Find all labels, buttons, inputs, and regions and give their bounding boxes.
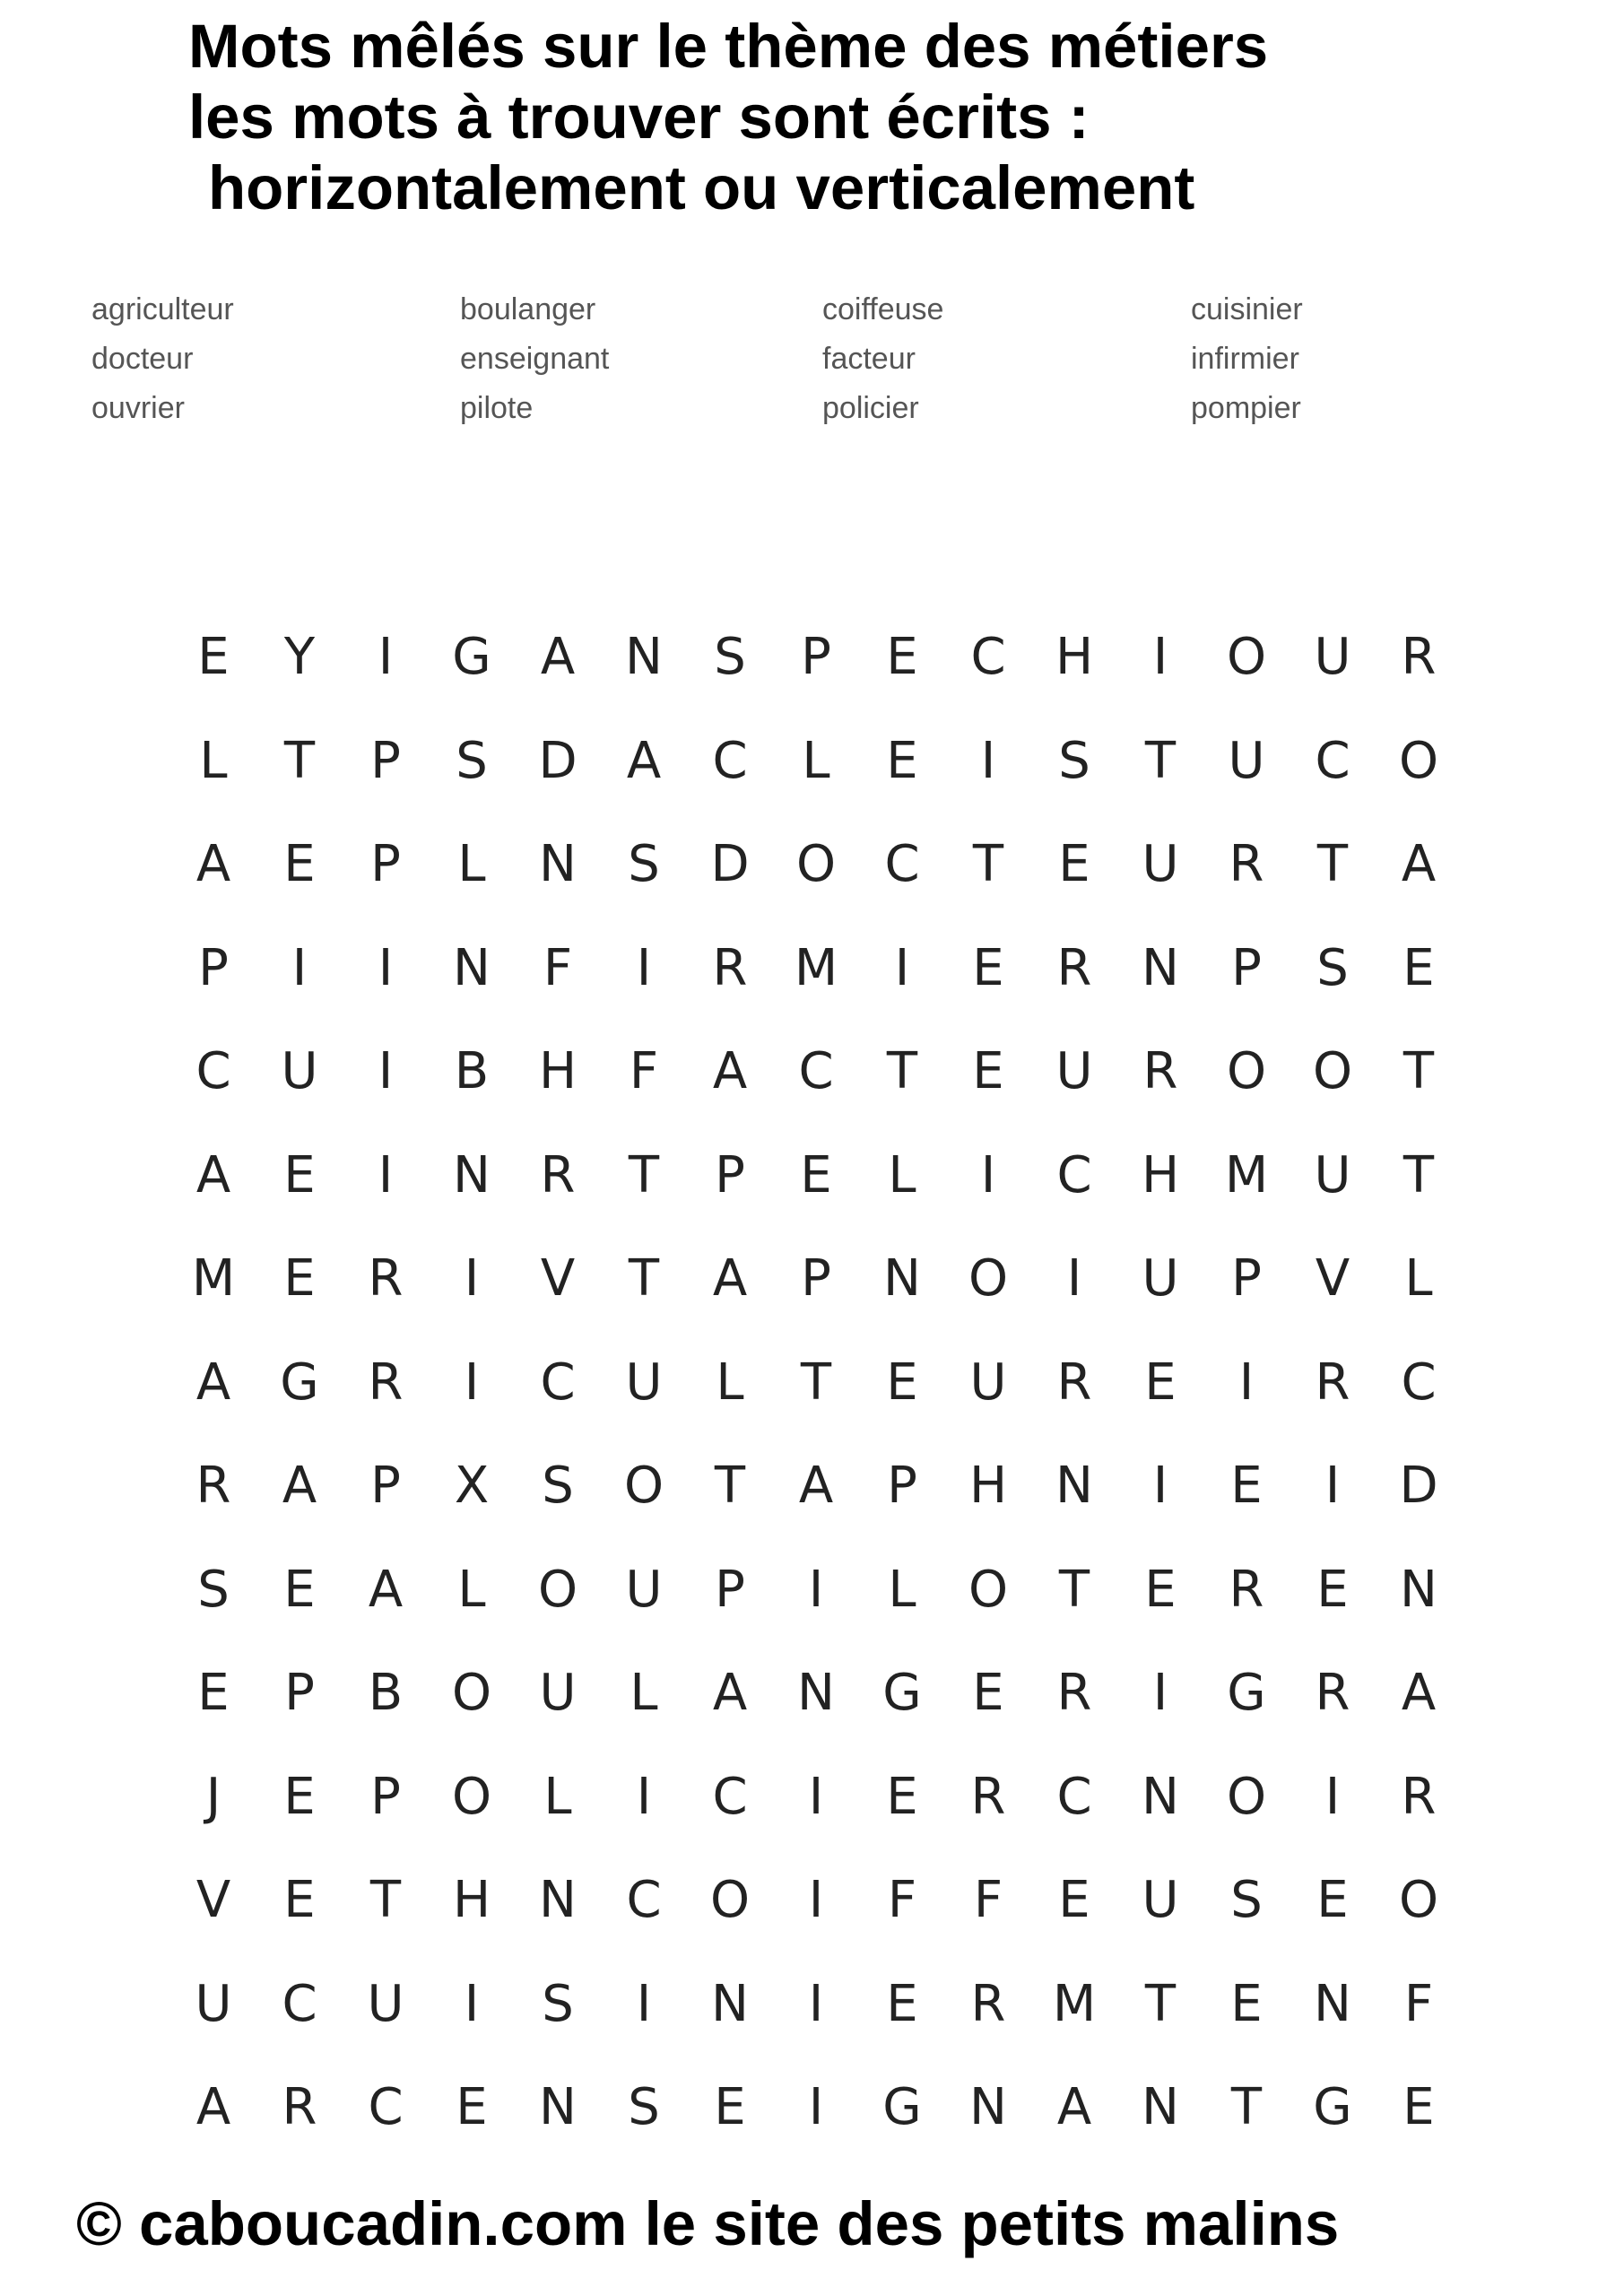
grid-letter[interactable]: E (972, 938, 1004, 997)
grid-letter[interactable]: I (1152, 628, 1168, 686)
grid-letter[interactable]: C (626, 1871, 662, 1929)
grid-letter[interactable]: R (1229, 1560, 1264, 1619)
grid-letter[interactable]: N (1314, 1974, 1351, 2033)
grid-letter[interactable]: I (378, 938, 394, 997)
grid-letter[interactable]: E (886, 731, 918, 790)
grid-letter[interactable]: U (1228, 731, 1265, 790)
grid-letter[interactable]: F (1403, 1974, 1434, 2033)
grid-letter[interactable]: U (1142, 835, 1179, 893)
grid-letter[interactable]: L (888, 1145, 916, 1205)
grid-letter[interactable]: E (1144, 1352, 1177, 1412)
grid-letter[interactable]: C (368, 2078, 404, 2136)
word-item: pompier (1191, 391, 1301, 425)
grid-letter[interactable]: S (1316, 938, 1349, 997)
grid-letter[interactable]: U (1055, 1042, 1093, 1100)
word-item: coiffeuse (822, 292, 944, 326)
grid-letter[interactable]: R (282, 2078, 317, 2136)
grid-letter[interactable]: H (538, 1042, 578, 1100)
grid-letter[interactable]: I (1324, 1457, 1341, 1515)
grid-letter[interactable]: E (283, 1560, 316, 1619)
grid-letter[interactable]: P (887, 1457, 917, 1515)
grid-letter[interactable]: R (1229, 835, 1264, 893)
grid-letter[interactable]: U (195, 1974, 232, 2033)
grid-letter[interactable]: T (714, 1457, 746, 1515)
grid-letter[interactable]: O (1398, 731, 1439, 790)
grid-letter[interactable]: R (1142, 1042, 1178, 1100)
grid-letter[interactable]: G (280, 1352, 319, 1412)
grid-letter[interactable]: P (1231, 938, 1262, 997)
grid-letter[interactable]: N (453, 938, 491, 997)
grid-letter[interactable]: C (1056, 1145, 1092, 1205)
grid-letter[interactable]: L (457, 1560, 486, 1619)
grid-letter[interactable]: J (205, 1767, 221, 1826)
grid-letter[interactable]: I (636, 938, 652, 997)
grid-letter[interactable]: I (808, 1767, 824, 1826)
word-item: ouvrier (91, 391, 185, 425)
grid-letter[interactable]: I (1152, 1664, 1168, 1722)
grid-letter[interactable]: U (1314, 1145, 1351, 1205)
grid-letter[interactable]: T (283, 731, 316, 790)
grid-letter[interactable]: D (710, 835, 750, 893)
grid-letter[interactable]: E (283, 1249, 316, 1308)
grid-letter[interactable]: E (1230, 1974, 1263, 2033)
grid-letter[interactable]: E (1316, 1871, 1349, 1929)
grid-letter[interactable]: P (1231, 1249, 1262, 1308)
word-item: facteur (822, 342, 916, 376)
grid-letter[interactable]: M (1052, 1974, 1097, 2033)
grid-row (170, 1538, 1471, 1642)
grid-letter[interactable]: P (370, 731, 401, 790)
grid-letter[interactable]: I (378, 1145, 394, 1205)
grid-letter[interactable]: S (628, 2078, 660, 2136)
grid-letter[interactable]: I (1066, 1249, 1082, 1308)
grid-letter[interactable]: E (197, 628, 230, 686)
grid-letter[interactable]: U (1142, 1871, 1179, 1929)
grid-letter[interactable]: R (1056, 938, 1092, 997)
grid-letter[interactable]: I (464, 1974, 480, 2033)
grid-letter[interactable]: R (1315, 1352, 1350, 1412)
grid-letter[interactable]: R (368, 1249, 404, 1308)
grid-letter[interactable]: E (197, 1664, 230, 1722)
grid-letter[interactable]: V (1315, 1249, 1350, 1308)
grid-letter[interactable]: E (714, 2078, 746, 2136)
grid-letter[interactable]: B (368, 1664, 404, 1722)
grid-letter[interactable]: L (1404, 1249, 1433, 1308)
grid-letter[interactable]: C (540, 1352, 576, 1412)
grid-letter[interactable]: U (625, 1560, 663, 1619)
grid-letter[interactable]: H (1055, 628, 1094, 686)
grid-letter[interactable]: I (1238, 1352, 1255, 1412)
grid-letter[interactable]: C (1315, 731, 1350, 790)
grid-letter[interactable]: A (712, 1664, 748, 1722)
grid-letter[interactable]: E (456, 2078, 488, 2136)
word-item: enseignant (460, 342, 610, 376)
grid-letter[interactable]: E (886, 628, 918, 686)
grid-letter[interactable]: S (628, 835, 660, 893)
grid-letter[interactable]: I (378, 1042, 394, 1100)
grid-letter[interactable]: S (456, 731, 488, 790)
grid-letter[interactable]: N (1142, 938, 1179, 997)
grid-letter[interactable]: E (283, 1871, 316, 1929)
grid-letter[interactable]: A (282, 1457, 317, 1515)
grid-letter[interactable]: C (712, 731, 748, 790)
word-item: infirmier (1191, 342, 1299, 376)
grid-letter[interactable]: I (1152, 1457, 1168, 1515)
grid-letter[interactable]: R (970, 1767, 1006, 1826)
grid-letter[interactable]: A (712, 1249, 748, 1308)
grid-letter[interactable]: U (539, 1664, 577, 1722)
grid-letter[interactable]: E (886, 1974, 918, 2033)
grid-letter[interactable]: I (980, 731, 996, 790)
grid-letter[interactable]: A (1056, 2078, 1092, 2136)
grid-row (170, 1952, 1471, 2057)
grid-letter[interactable]: I (291, 938, 308, 997)
grid-letter[interactable]: A (368, 1560, 404, 1619)
grid-letter[interactable]: U (1142, 1249, 1179, 1308)
grid-letter[interactable]: A (712, 1042, 748, 1100)
grid-letter[interactable]: N (1142, 1767, 1179, 1826)
grid-row (170, 2056, 1471, 2160)
title-line-2: les mots à trouver sont écrits : (188, 83, 1090, 152)
grid-letter[interactable]: I (1324, 1767, 1341, 1826)
grid-letter[interactable]: I (636, 1767, 652, 1826)
grid-letter[interactable]: T (800, 1352, 832, 1412)
grid-letter[interactable]: F (973, 1871, 1003, 1929)
grid-letter[interactable]: I (894, 938, 910, 997)
grid-letter[interactable]: E (972, 1664, 1004, 1722)
grid-letter[interactable]: O (709, 1871, 751, 1929)
grid-letter[interactable]: F (543, 938, 573, 997)
grid-letter[interactable]: I (464, 1352, 480, 1412)
grid-letter[interactable]: P (715, 1145, 745, 1205)
grid-letter[interactable]: R (1401, 1767, 1437, 1826)
grid-letter[interactable]: O (1312, 1042, 1353, 1100)
grid-letter[interactable]: I (808, 2078, 824, 2136)
grid-letter[interactable]: P (198, 938, 229, 997)
grid-row (170, 1745, 1471, 1849)
grid-letter[interactable]: O (451, 1664, 492, 1722)
grid-letter[interactable]: S (1058, 731, 1090, 790)
word-item: boulanger (460, 292, 596, 326)
grid-letter[interactable]: S (197, 1560, 230, 1619)
grid-letter[interactable]: N (539, 835, 577, 893)
grid-letter[interactable]: T (886, 1042, 918, 1100)
title-line-1: Mots mêlés sur le thème des métiers (188, 12, 1269, 81)
grid-letter[interactable]: E (886, 1352, 918, 1412)
grid-letter[interactable]: U (1314, 628, 1351, 686)
grid-letter[interactable]: G (452, 628, 491, 686)
grid-letter[interactable]: T (1058, 1560, 1090, 1619)
grid-letter[interactable]: A (1401, 835, 1437, 893)
grid-letter[interactable]: O (537, 1560, 578, 1619)
grid-letter[interactable]: T (369, 1871, 402, 1929)
grid-letter[interactable]: I (636, 1974, 652, 2033)
grid-letter[interactable]: O (968, 1249, 1009, 1308)
grid-row (170, 605, 1471, 709)
grid-letter[interactable]: C (1056, 1767, 1092, 1826)
grid-letter[interactable]: N (969, 2078, 1007, 2136)
grid-row (170, 1124, 1471, 1228)
grid-letter[interactable]: S (542, 1457, 574, 1515)
grid-row (170, 1020, 1471, 1124)
grid-letter[interactable]: N (539, 1871, 577, 1929)
grid-letter[interactable]: Y (283, 628, 316, 686)
grid-letter[interactable]: T (628, 1249, 660, 1308)
grid-letter[interactable]: E (1058, 1871, 1090, 1929)
grid-letter[interactable]: E (1316, 1560, 1349, 1619)
grid-letter[interactable]: L (199, 731, 228, 790)
grid-letter[interactable]: N (1055, 1457, 1093, 1515)
grid-letter[interactable]: N (711, 1974, 749, 2033)
grid-letter[interactable]: N (1400, 1560, 1437, 1619)
grid-letter[interactable]: N (453, 1145, 491, 1205)
word-list (0, 291, 1624, 444)
grid-letter[interactable]: E (972, 1042, 1004, 1100)
grid-letter[interactable]: U (367, 1974, 404, 2033)
grid-letter[interactable]: V (195, 1871, 231, 1929)
grid-letter[interactable]: E (283, 835, 316, 893)
grid-letter[interactable]: L (457, 835, 486, 893)
grid-row (170, 1227, 1471, 1331)
grid-letter[interactable]: C (195, 1042, 231, 1100)
grid-letter[interactable]: A (195, 835, 231, 893)
word-item: pilote (460, 391, 534, 425)
grid-letter[interactable]: L (888, 1560, 916, 1619)
grid-letter[interactable]: T (1403, 1042, 1435, 1100)
grid-letter[interactable]: L (630, 1664, 658, 1722)
grid-row (170, 1331, 1471, 1435)
grid-letter[interactable]: G (882, 2078, 922, 2136)
grid-letter[interactable]: O (968, 1560, 1009, 1619)
grid-letter[interactable]: T (1403, 1145, 1435, 1205)
grid-letter[interactable]: L (802, 731, 830, 790)
grid-letter[interactable]: E (283, 1145, 316, 1205)
word-item: policier (822, 391, 919, 425)
grid-letter[interactable]: M (794, 938, 838, 997)
grid-letter[interactable]: R (195, 1457, 231, 1515)
grid-letter[interactable]: P (801, 1249, 831, 1308)
grid-letter[interactable]: O (451, 1767, 492, 1826)
grid-letter[interactable]: T (1230, 2078, 1263, 2136)
grid-letter[interactable]: N (625, 628, 663, 686)
grid-letter[interactable]: H (452, 1871, 491, 1929)
copyright-footer: © caboucadin.com le site des petits malins (76, 2189, 1340, 2258)
grid-letter[interactable]: I (808, 1871, 824, 1929)
grid-letter[interactable]: T (1316, 835, 1349, 893)
grid-letter[interactable]: C (712, 1767, 748, 1826)
grid-letter[interactable]: O (623, 1457, 664, 1515)
grid-letter[interactable]: L (716, 1352, 744, 1412)
grid-letter[interactable]: E (1403, 938, 1435, 997)
grid-letter[interactable]: C (798, 1042, 834, 1100)
grid-letter[interactable]: O (795, 835, 837, 893)
grid-letter[interactable]: R (712, 938, 748, 997)
grid-letter[interactable]: T (972, 835, 1004, 893)
grid-letter[interactable]: C (884, 835, 920, 893)
grid-letter[interactable]: A (195, 1145, 231, 1205)
word-item: docteur (91, 342, 194, 376)
grid-letter[interactable]: N (539, 2078, 577, 2136)
grid-letter[interactable]: S (714, 628, 746, 686)
title-line-3: horizontalement ou verticalement (208, 153, 1195, 222)
grid-letter[interactable]: R (1401, 628, 1437, 686)
grid-letter[interactable]: T (628, 1145, 660, 1205)
grid-letter[interactable]: A (798, 1457, 834, 1515)
grid-letter[interactable]: D (538, 731, 578, 790)
grid-letter[interactable]: P (370, 835, 401, 893)
grid-letter[interactable]: L (543, 1767, 572, 1826)
grid-letter[interactable]: E (800, 1145, 832, 1205)
grid-letter[interactable]: R (1315, 1664, 1350, 1722)
grid-row (170, 1434, 1471, 1538)
grid-letter[interactable]: C (970, 628, 1006, 686)
grid-letter[interactable]: U (281, 1042, 318, 1100)
grid-letter[interactable]: P (715, 1560, 745, 1619)
grid-letter[interactable]: N (797, 1664, 835, 1722)
word-item: cuisinier (1191, 292, 1303, 326)
letter-grid (170, 605, 1471, 2175)
grid-letter[interactable]: U (625, 1352, 663, 1412)
grid-letter[interactable]: C (282, 1974, 317, 2033)
grid-row (170, 1848, 1471, 1952)
grid-letter[interactable]: T (1144, 731, 1177, 790)
puzzle-title (188, 11, 1268, 223)
grid-letter[interactable]: R (970, 1974, 1006, 2033)
grid-letter[interactable]: R (540, 1145, 576, 1205)
word-item: agriculteur (91, 292, 234, 326)
grid-row (170, 813, 1471, 917)
grid-letter[interactable]: A (195, 2078, 231, 2136)
grid-row (170, 1641, 1471, 1745)
grid-letter[interactable]: P (801, 628, 831, 686)
grid-letter[interactable]: N (1142, 2078, 1179, 2136)
grid-letter[interactable]: F (629, 1042, 659, 1100)
grid-letter[interactable]: R (368, 1352, 404, 1412)
grid-letter[interactable]: F (887, 1871, 917, 1929)
grid-letter[interactable]: H (1141, 1145, 1180, 1205)
grid-letter[interactable]: E (1058, 835, 1090, 893)
grid-letter[interactable]: I (378, 628, 394, 686)
grid-letter[interactable]: V (540, 1249, 576, 1308)
grid-letter[interactable]: G (1313, 2078, 1352, 2136)
grid-letter[interactable]: N (883, 1249, 921, 1308)
grid-letter[interactable]: E (886, 1767, 918, 1826)
grid-letter[interactable]: G (1227, 1664, 1266, 1722)
grid-letter[interactable]: A (626, 731, 662, 790)
grid-letter[interactable]: U (969, 1352, 1007, 1412)
grid-letter[interactable]: E (1403, 2078, 1435, 2136)
grid-letter[interactable]: X (454, 1457, 490, 1515)
grid-letter[interactable]: D (1399, 1457, 1438, 1515)
grid-letter[interactable]: R (1056, 1664, 1092, 1722)
grid-letter[interactable]: I (808, 1974, 824, 2033)
grid-letter[interactable]: A (1401, 1664, 1437, 1722)
grid-letter[interactable]: O (1226, 1767, 1267, 1826)
grid-letter[interactable]: C (1401, 1352, 1437, 1412)
grid-letter[interactable]: P (370, 1457, 401, 1515)
grid-letter[interactable]: R (1056, 1352, 1092, 1412)
grid-letter[interactable]: O (1226, 628, 1267, 686)
grid-letter[interactable]: S (1230, 1871, 1263, 1929)
grid-letter[interactable]: A (540, 628, 576, 686)
grid-letter[interactable]: G (882, 1664, 922, 1722)
grid-letter[interactable]: A (195, 1352, 231, 1412)
grid-letter[interactable]: T (1144, 1974, 1177, 2033)
grid-row (170, 917, 1471, 1021)
grid-letter[interactable]: B (454, 1042, 490, 1100)
grid-letter[interactable]: E (283, 1767, 316, 1826)
grid-letter[interactable]: E (1230, 1457, 1263, 1515)
grid-letter[interactable]: H (968, 1457, 1008, 1515)
grid-row (170, 709, 1471, 813)
grid-letter[interactable]: O (1398, 1871, 1439, 1929)
grid-letter[interactable]: S (542, 1974, 574, 2033)
grid-letter[interactable]: I (808, 1560, 824, 1619)
grid-letter[interactable]: I (464, 1249, 480, 1308)
grid-letter[interactable]: O (1226, 1042, 1267, 1100)
grid-letter[interactable]: I (980, 1145, 996, 1205)
grid-letter[interactable]: M (191, 1249, 236, 1308)
grid-letter[interactable]: E (1144, 1560, 1177, 1619)
grid-letter[interactable]: P (370, 1767, 401, 1826)
grid-letter[interactable]: P (284, 1664, 315, 1722)
grid-letter[interactable]: M (1224, 1145, 1269, 1205)
